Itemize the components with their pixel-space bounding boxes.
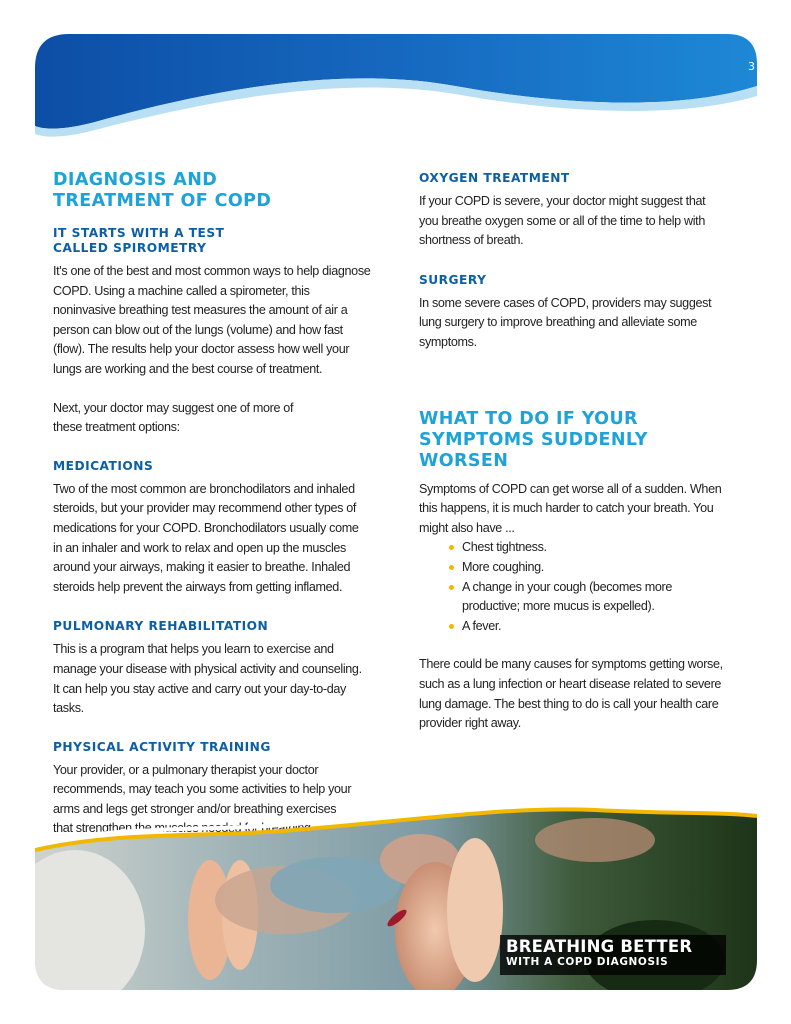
section-title-diagnosis: DIAGNOSIS AND TREATMENT OF COPD — [53, 170, 272, 211]
medications-text: Two of the most common are bronchodilators and inhaled steroids, but your provider may recommend other types of medications for your COPD. Bronchodilators usually come in an inhaler and work to relax and open up the muscles around your airways, making it easier to breathe. Inhaled steroids help prevent the airways from getting inflamed. — [53, 481, 359, 594]
list-item: A change in your cough (becomes more productive; more mucus is expelled). — [449, 578, 677, 617]
symptom-list — [419, 538, 737, 636]
heading-pulmonary-rehab: PULMONARY REHABILITATION — [53, 619, 269, 634]
left-column — [53, 170, 371, 839]
right-column — [419, 170, 737, 734]
header-wave — [35, 34, 757, 144]
worsen-closing: There could be many causes for symptoms getting worse, such as a lung infection or heart disease related to severe lung damage. The best thing to do is call your health care provider right away. — [419, 657, 723, 731]
spirometry-text: It's one of the best and most common ways to help diagnose COPD. Using a machine called a spirometer, this noninvasive breathing test measures the amount of air a person can blow out of the lungs (volume) and how fast (flow). The results help your doctor assess how well your lungs are working and the best course of treatment. — [53, 264, 371, 376]
list-item: More coughing. — [449, 558, 737, 578]
heading-medications: MEDICATIONS — [53, 458, 154, 473]
heading-oxygen: OXYGEN TREATMENT — [419, 171, 570, 185]
banner-title: BREATHING BETTER — [506, 937, 693, 956]
worsen-intro: Symptoms of COPD can get worse all of a sudden. When this happens, it is much harder to catch your breath. You might also have ... — [419, 481, 722, 535]
list-item: A fever. — [449, 617, 737, 637]
list-item: Chest tightness. — [449, 538, 737, 558]
heading-physical-activity: PHYSICAL ACTIVITY TRAINING — [53, 739, 271, 754]
banner-subtitle: WITH A COPD DIAGNOSIS — [506, 956, 669, 968]
page-number: 3 — [748, 60, 755, 73]
heading-surgery: SURGERY — [419, 272, 487, 287]
rehab-text: This is a program that helps you learn to exercise and manage your disease with physical activity and counseling. It can help you stay active and carry out your day-to-day tasks. — [53, 642, 362, 716]
oxygen-text: If your COPD is severe, your doctor might suggest that you breathe oxygen some or all of the time to help with shortness of breath. — [419, 194, 706, 248]
brand-banner — [500, 935, 726, 975]
next-text: Next, your doctor may suggest one of more of these treatment options: — [53, 400, 294, 435]
heading-spirometry: IT STARTS WITH A TEST CALLED SPIROMETRY — [53, 226, 225, 255]
activity-text: Your provider, or a pulmonary therapist your doctor recommends, may teach you some activities to help your arms and legs get stronger and/or breathing exercises that strengthen the muscles needed for breathing. — [53, 762, 352, 836]
surgery-text: In some severe cases of COPD, providers may suggest lung surgery to improve breathing and alleviate some symptoms. — [419, 295, 712, 349]
section-title-worsen: WHAT TO DO IF YOUR SYMPTOMS SUDDENLY WORSEN — [419, 408, 648, 471]
